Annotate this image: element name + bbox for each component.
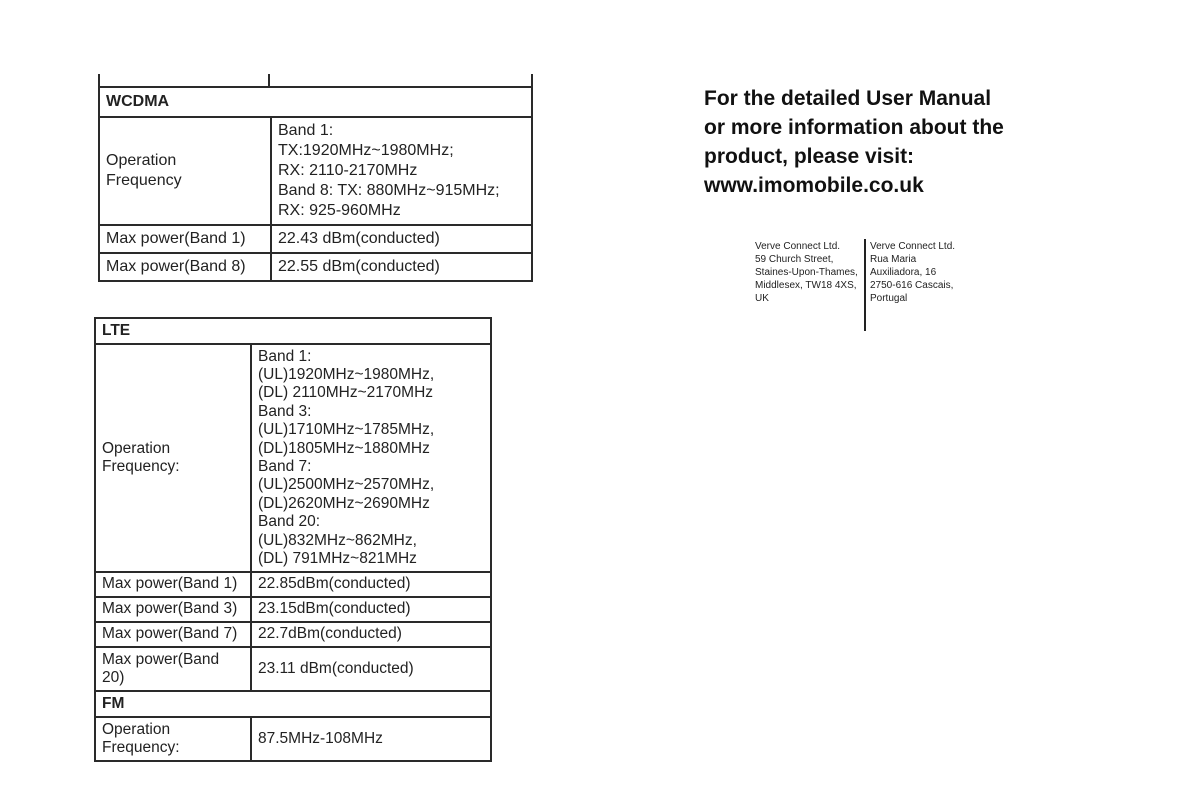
lte-power-label: Max power(Band 3) <box>95 597 251 622</box>
lte-power-value: 22.85dBm(conducted) <box>251 572 491 597</box>
address-portugal: Verve Connect Ltd. Rua Maria Auxiliadora, 16 2750-616 Cascais, Portugal <box>870 241 956 304</box>
wcdma-power-value: 22.55 dBm(conducted) <box>271 253 532 281</box>
lte-power-label: Max power(Band 20) <box>95 647 251 691</box>
lte-power-label: Max power(Band 1) <box>95 572 251 597</box>
lte-power-label: Max power(Band 7) <box>95 622 251 647</box>
fm-title: FM <box>95 691 491 717</box>
lte-power-value: 23.11 dBm(conducted) <box>251 647 491 691</box>
wcdma-operation-label: Operation Frequency <box>99 117 271 225</box>
wcdma-power-label: Max power(Band 1) <box>99 225 271 253</box>
lte-power-value: 22.7dBm(conducted) <box>251 622 491 647</box>
wcdma-table <box>98 86 533 282</box>
fm-operation-label: Operation Frequency: <box>95 717 251 761</box>
wcdma-power-label: Max power(Band 8) <box>99 253 271 281</box>
user-manual-notice: For the detailed User Manual or more information about the product, please visit: www.imomobile.co.uk <box>704 87 1004 197</box>
wcdma-power-value: 22.43 dBm(conducted) <box>271 225 532 253</box>
lte-operation-label: Operation Frequency: <box>95 344 251 572</box>
lte-operation-value: Band 1: (UL)1920MHz~1980MHz, (DL) 2110MHz~2170MHz Band 3: (UL)1710MHz~1785MHz, (DL)1805MHz~1880MHz Band 7: (UL)2500MHz~2570MHz, (DL)2620MHz~2690MHz Band 20: (UL)832MHz~862MHz, (DL) 791MHz~821MHz <box>251 344 491 572</box>
wcdma-table-top-edge <box>98 74 533 86</box>
lte-title: LTE <box>95 318 491 344</box>
address-divider <box>864 239 866 331</box>
fm-operation-value: 87.5MHz-108MHz <box>251 717 491 761</box>
address-uk: Verve Connect Ltd. 59 Church Street, Staines-Upon-Thames, Middlesex, TW18 4XS, UK <box>755 241 858 304</box>
wcdma-operation-value: Band 1: TX:1920MHz~1980MHz; RX: 2110-2170MHz Band 8: TX: 880MHz~915MHz; RX: 925-960MHz <box>271 117 532 225</box>
lte-fm-table <box>94 317 492 762</box>
wcdma-title: WCDMA <box>99 87 532 117</box>
lte-power-value: 23.15dBm(conducted) <box>251 597 491 622</box>
